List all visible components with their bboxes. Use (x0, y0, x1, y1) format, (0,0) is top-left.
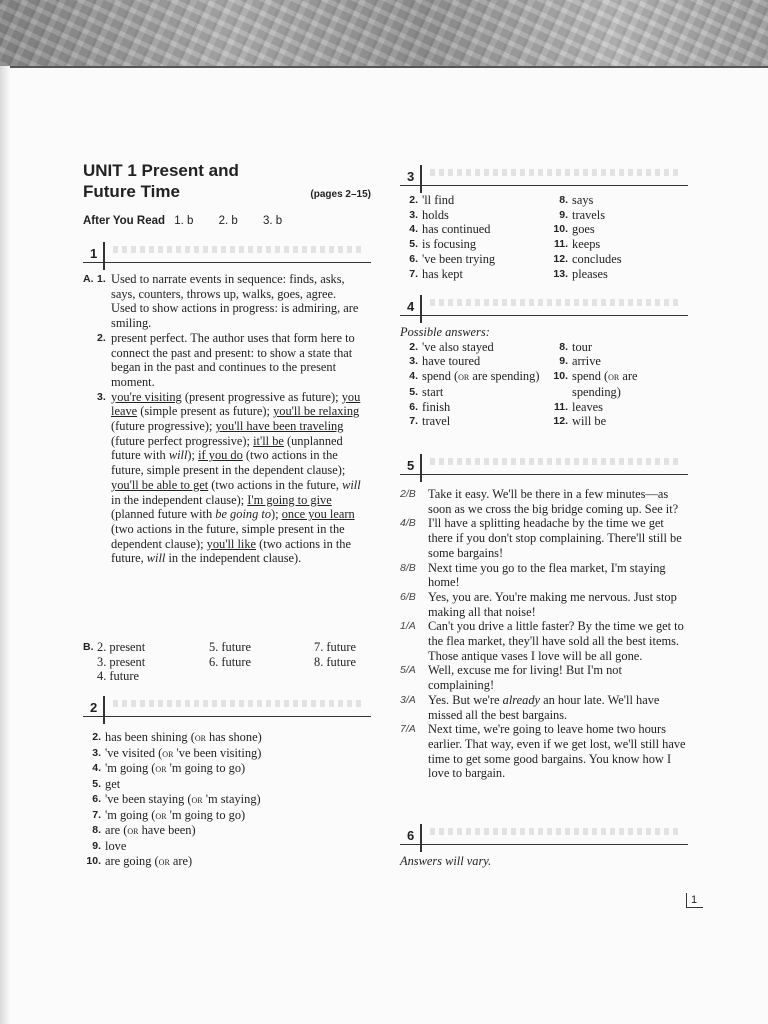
item-text: 'll find (422, 193, 455, 207)
item-text: spend (or are spending) (422, 369, 540, 384)
list-item (83, 808, 373, 824)
list-item (550, 267, 680, 282)
item-number: 3. (409, 355, 418, 368)
item3-segment: (unplanned future with (111, 433, 343, 463)
list-item (83, 746, 373, 762)
item-number: 2. (409, 340, 418, 353)
list-item (550, 252, 680, 267)
section3-answers (400, 193, 688, 281)
underlined-phrase: you'll like (206, 536, 257, 551)
after-you-read (83, 215, 304, 227)
item3-segment: (future perfect progressive); (111, 433, 254, 448)
underlined-phrase: you'll be relaxing (273, 404, 360, 419)
item-number: 10. (553, 223, 568, 236)
item-text: love (105, 838, 127, 853)
item-number: 5. (409, 238, 418, 251)
section-fade (430, 169, 682, 176)
item-text: 've also stayed (422, 339, 494, 354)
b-answer: 7. future (314, 640, 356, 654)
section-fade (430, 299, 682, 306)
item-number: 4. (409, 370, 418, 383)
item-number: 6. (409, 400, 418, 413)
dialogue-label: 5/A (400, 664, 416, 677)
marble-header-banner (0, 0, 768, 68)
item-number: 5. (409, 385, 418, 398)
list-item (83, 854, 373, 870)
item-number: 2. (409, 194, 418, 206)
underlined-phrase: if you do (198, 448, 243, 463)
section-number: 2 (90, 700, 98, 715)
item-number: 1. (97, 273, 106, 285)
dialogue-label: 3/A (400, 693, 416, 706)
item-text: pleases (572, 266, 608, 281)
list-item (400, 252, 550, 267)
item-number: 9. (559, 355, 568, 368)
item-text: says (572, 193, 594, 207)
item3-segment: be going to (215, 507, 272, 522)
list-item (400, 193, 550, 208)
item-text: start (422, 384, 444, 399)
item-text: are (or have been) (105, 823, 196, 838)
item-text: spend (or are spending) (572, 369, 638, 399)
list-item (83, 761, 373, 777)
section2-list (83, 730, 373, 869)
dialogue-line: Yes. But we're already an hour late. We'll have missed all the best bargains. (428, 692, 660, 722)
item-number: 2. (97, 331, 106, 344)
section-header-4 (400, 293, 688, 316)
list-item (550, 222, 680, 237)
section-header-3 (400, 163, 688, 186)
list-item (400, 208, 550, 223)
section-number: 6 (407, 828, 415, 843)
after-answer: 2. b (218, 215, 238, 227)
item-text: 've been staying (or 'm staying) (105, 791, 261, 806)
item3-segment: will (168, 448, 188, 463)
label-a: A. (83, 273, 94, 285)
section1-a (83, 272, 368, 566)
b-answer: 5. future (209, 640, 251, 654)
item-number: 10. (86, 854, 101, 867)
item3-segment: (present progressive as future); (181, 389, 342, 404)
item-number: 3. (409, 208, 418, 221)
item-text: has been shining (or has shone) (105, 730, 262, 744)
item2-text: present perfect. The author uses that form here to connect the past and present: to show a state that began in the past and continues to the present moment. (111, 330, 355, 389)
list-item (83, 777, 373, 792)
item-number: 9. (559, 208, 568, 221)
item-text: leaves (572, 399, 603, 414)
list-item (550, 208, 680, 223)
item3-segment: (simple present as future); (137, 404, 274, 419)
item-text: goes (572, 222, 595, 237)
item-text: 'm going (or 'm going to go) (105, 807, 246, 822)
list-item (400, 267, 550, 282)
item3-segment: in the independent clause). (165, 551, 302, 566)
section-tick (103, 696, 105, 724)
list-item (550, 414, 680, 429)
unit-title-line2: Future Time (83, 182, 180, 201)
item-number: 10. (553, 370, 568, 383)
b-answer: 6. future (209, 654, 251, 669)
section1-b (83, 640, 373, 684)
item-number: 12. (553, 415, 568, 428)
dialogue-line: Next time you go to the flea market, I'm staying home! (428, 560, 666, 590)
item-text: will be (572, 414, 607, 429)
list-item (400, 237, 550, 252)
item-text: has continued (422, 222, 491, 237)
item3-segment: (future progressive); (111, 419, 216, 434)
item-text: travels (572, 207, 606, 222)
list-item (550, 193, 680, 208)
dialogue-line: Can't you drive a little faster? By the time we get to the flea market, they'll have sold all the best items. Those antique vases I love will be all gone. (428, 619, 684, 663)
item-text: are going (or are) (105, 853, 193, 868)
item-text: keeps (572, 237, 601, 252)
dialogue-line: I'll have a splitting headache by the time we get there if you don't stop complaining. There'll still be some bargains! (428, 516, 682, 560)
underlined-phrase: you leave (111, 389, 361, 419)
item-number: 12. (553, 252, 568, 265)
item-number: 4. (92, 762, 101, 775)
section-header-2 (83, 694, 371, 717)
dialogue-label: 7/A (400, 723, 416, 736)
item-text: is focusing (422, 237, 477, 252)
after-you-read-label: After You Read (83, 215, 166, 227)
item-text: concludes (572, 251, 622, 266)
item-number: 11. (553, 400, 568, 413)
list-item (83, 839, 373, 854)
list-item (400, 414, 550, 429)
item-text: has kept (422, 266, 463, 281)
item-number: 8. (559, 340, 568, 353)
list-item (400, 369, 550, 385)
item-number: 4. (409, 223, 418, 236)
item-text: finish (422, 399, 451, 414)
dialogue-line: Next time, we're going to leave home two hours earlier. That way, even if we get lost, we'll still have time to get some good bargains. You know how I love to bargain. (428, 722, 686, 781)
section-fade (113, 246, 365, 253)
item3-segment: will (342, 477, 361, 492)
dialogue-label: 4/B (400, 517, 416, 530)
list-item (550, 340, 680, 355)
item-number: 6. (409, 252, 418, 265)
item-text: 've visited (or 've been visiting) (105, 745, 262, 760)
section-tick (420, 295, 422, 323)
item-number: 11. (553, 238, 568, 251)
page-edge-shadow (0, 66, 10, 1024)
item-text: holds (422, 207, 449, 222)
dialogue-label: 8/B (400, 561, 416, 574)
section-number: 3 (407, 169, 415, 184)
list-item (550, 354, 680, 369)
b-answer: 4. future (97, 669, 139, 684)
underlined-phrase: you'll be able to get (111, 477, 209, 492)
item-number: 2. (92, 731, 101, 743)
list-item (400, 222, 550, 237)
section-number: 1 (90, 246, 98, 261)
item3-segment: (two actions in the future, (208, 477, 343, 492)
section-tick (420, 454, 422, 482)
item-number: 7. (92, 808, 101, 821)
item-text: get (105, 777, 121, 792)
list-item (83, 730, 373, 746)
item-number: 8. (559, 194, 568, 206)
section-fade (430, 828, 682, 835)
section-header-1 (83, 240, 371, 263)
item-text: 've been trying (422, 251, 496, 266)
unit-title-line1: UNIT 1 Present and (83, 161, 239, 180)
item-number: 9. (92, 839, 101, 852)
item-text: tour (572, 339, 592, 354)
item-text: 'm going (or 'm going to go) (105, 761, 246, 776)
section-tick (420, 824, 422, 852)
section5-dialogue (400, 487, 688, 781)
unit-pages: (pages 2–15) (310, 189, 371, 200)
dialogue-line: Yes, you are. You're making me nervous. Just stop making all that noise! (428, 589, 677, 619)
item-text: have toured (422, 354, 481, 369)
after-answer: 1. b (174, 215, 194, 227)
item3-segment: ); (271, 507, 282, 522)
dialogue-label: 2/B (400, 488, 416, 500)
dialogue-label: 6/B (400, 590, 416, 603)
item1-text2: Used to show actions in progress: is admiring, are smiling. (111, 301, 359, 331)
item3-segment: (planned future with (111, 507, 216, 522)
list-item (400, 340, 550, 355)
after-answer: 3. b (263, 215, 283, 227)
dialogue-label: 1/A (400, 620, 416, 633)
dialogue-line: Take it easy. We'll be there in a few minutes—as soon as we cross the big bridge coming up. See it? (428, 487, 679, 516)
b-answer: 3. present (97, 654, 146, 669)
underlined-phrase: it'll be (253, 433, 284, 448)
list-item (550, 400, 680, 415)
list-item (400, 354, 550, 369)
item-number: 3. (97, 390, 106, 403)
item3-segment: will (146, 551, 166, 566)
answers-will-vary: Answers will vary. (400, 854, 492, 868)
section4-answers (400, 325, 688, 429)
item-number: 5. (92, 778, 101, 791)
underlined-phrase: you'll have been traveling (215, 419, 344, 434)
item1-text: Used to narrate events in sequence: finds, asks, says, counters, throws up, walks, goes, agree. (111, 272, 345, 301)
unit-title (83, 160, 373, 205)
item-number: 7. (409, 415, 418, 428)
section-header-6 (400, 822, 688, 845)
list-item (550, 237, 680, 252)
item-text: arrive (572, 354, 601, 369)
item3-segment: (two actions in the future, simple present in the dependent clause); (111, 521, 345, 551)
b-answer: 2. present (97, 640, 146, 654)
item-text: travel (422, 414, 451, 429)
section-tick (103, 242, 105, 270)
item3-segment: (two actions in the future, simple present in the dependent clause); (111, 448, 346, 478)
section-number: 4 (407, 299, 415, 314)
section-fade (430, 458, 682, 465)
list-item (400, 385, 550, 400)
list-item (83, 823, 373, 839)
underlined-phrase: once you learn (281, 507, 355, 522)
b-answer: 8. future (314, 654, 356, 669)
item3-text (111, 390, 368, 566)
underlined-phrase: you're visiting (111, 389, 182, 404)
section-header-5 (400, 452, 688, 475)
item-number: 3. (92, 746, 101, 759)
section-fade (113, 700, 365, 707)
possible-answers-label: Possible answers: (400, 325, 490, 339)
item3-segment: ); (187, 448, 199, 463)
item3-segment: (two actions in the future, (111, 536, 352, 566)
list-item (550, 369, 680, 399)
item3-segment: in the independent clause); (111, 492, 248, 507)
item-number: 13. (553, 267, 568, 280)
label-b: B. (83, 641, 94, 653)
list-item (83, 792, 373, 808)
list-item (400, 400, 550, 415)
item-number: 8. (92, 824, 101, 837)
item-number: 6. (92, 792, 101, 805)
section-tick (420, 165, 422, 193)
page-number: 1 (686, 893, 703, 908)
item-number: 7. (409, 267, 418, 280)
underlined-phrase: I'm going to give (247, 492, 332, 507)
dialogue-line: Well, excuse me for living! But I'm not complaining! (428, 663, 622, 693)
section-number: 5 (407, 458, 415, 473)
